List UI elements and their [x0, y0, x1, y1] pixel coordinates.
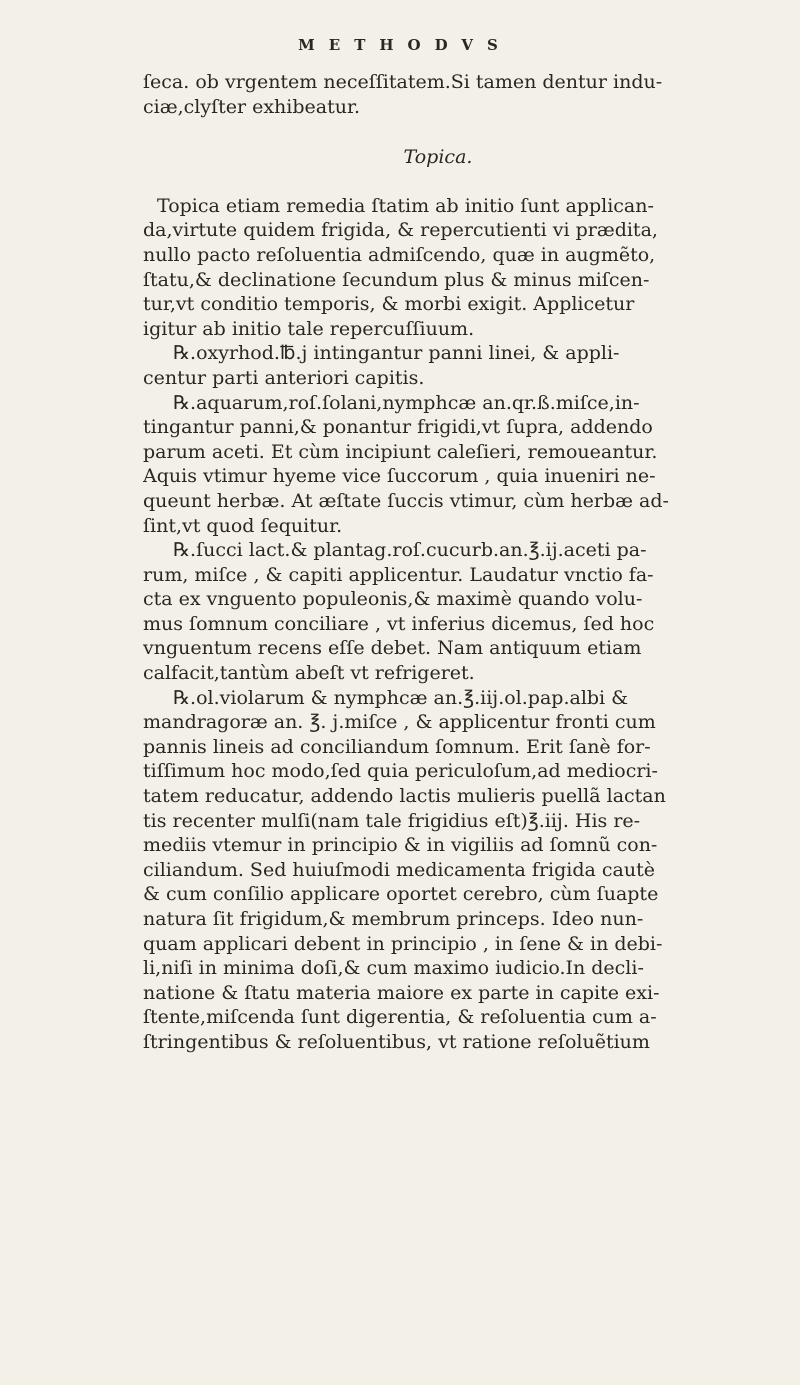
text-line: rum, miſce , & capiti applicentur. Laudatur vnctio fa-	[143, 563, 654, 586]
section-heading: Topica.	[403, 146, 473, 169]
text-line: da,virtute quidem frigida, & repercutienti vi prædita,	[143, 219, 658, 242]
text-line: mus ſomnum conciliare , vt inferius dicemus, ſed hoc	[143, 612, 655, 635]
text-line: ciliandum. Sed huiuſmodi medicamenta frigida cautè	[143, 858, 655, 881]
text-line: igitur ab initio tale repercuſſiuum.	[143, 317, 475, 340]
text-line: mandragoræ an. ℥. j.miſce , & applicentur fronti cum	[143, 711, 656, 734]
text-line: Topica etiam remedia ſtatim ab initio ſunt applican-	[157, 194, 654, 217]
running-head: METHODVS	[298, 36, 512, 54]
text-line: nullo pacto reſoluentia admiſcendo, quæ in augmẽto,	[143, 243, 656, 266]
text-block	[143, 70, 793, 1055]
text-line: cta ex vnguento populeonis,& maximè quando volu-	[143, 588, 643, 611]
text-line: li,niſi in minima doſi,& cum maximo iudicio.In decli-	[143, 957, 644, 980]
text-line: ℞.ſucci lact.& plantag.roſ.cucurb.an.℥.ij.aceti pa-	[173, 539, 647, 562]
text-line: Aquis vtimur hyeme vice ſuccorum , quia inueniri ne-	[143, 465, 656, 488]
text-line: ℞.ol.violarum & nymphcæ an.℥.iij.ol.pap.albi &	[173, 686, 629, 709]
text-line: centur parti anteriori capitis.	[143, 366, 425, 389]
text-line: ciæ,clyſter exhibeatur.	[143, 95, 361, 118]
text-line: mediis vtemur in principio & in vigiliis ad ſomnũ con-	[143, 834, 658, 857]
text-line: & cum conſilio applicare oportet cerebro, cùm ſuapte	[143, 883, 659, 906]
text-line: pannis lineis ad conciliandum ſomnum. Erit ſanè for-	[143, 735, 651, 758]
body-lines	[143, 194, 793, 1055]
intro-lines	[143, 70, 793, 119]
text-line: ℞.oxyrhod.℔.j intingantur panni linei, & appli-	[173, 342, 620, 365]
text-line: quam applicari debent in principio , in ſene & in debi-	[143, 932, 663, 955]
text-line: ſeca. ob vrgentem neceſſitatem.Si tamen dentur indu-	[143, 71, 663, 93]
text-line: queunt herbæ. At æſtate ſuccis vtimur, cùm herbæ ad-	[143, 489, 669, 512]
text-line: tatem reducatur, addendo lactis mulieris puellã lactan	[143, 785, 666, 808]
text-line: ℞.aquarum,roſ.ſolani,nymphcæ an.qr.ß.miſce,in-	[173, 391, 640, 414]
text-line: ſint,vt quod ſequitur.	[143, 514, 343, 537]
text-line: tis recenter mulſi(nam tale frigidius eſt)℥.iij. His re-	[143, 809, 641, 832]
text-line: calfacit,tantùm abeſt vt refrigeret.	[143, 662, 475, 685]
text-line: natione & ſtatu materia maiore ex parte in capite exi-	[143, 981, 660, 1004]
text-line: natura ſit frigidum,& membrum princeps. Ideo nun-	[143, 908, 644, 930]
text-line: tur,vt conditio temporis, & morbi exigit. Applicetur	[143, 293, 635, 316]
text-line: ſtringentibus & reſoluentibus, vt ratione reſoluẽtium	[143, 1030, 650, 1053]
text-line: ſtente,miſcenda ſunt digerentia, & reſoluentia cum a-	[143, 1006, 657, 1029]
text-line: parum aceti. Et cùm incipiunt caleſieri, remoueantur.	[143, 440, 658, 463]
text-line: vnguentum recens eſſe debet. Nam antiquum etiam	[143, 637, 642, 660]
text-line: tingantur panni,& ponantur frigidi,vt ſupra, addendo	[143, 416, 653, 439]
text-line: tiſſimum hoc modo,ſed quia periculoſum,ad mediocri-	[143, 760, 658, 783]
text-line: ſtatu,& declinatione ſecundum plus & minus miſcen-	[143, 268, 650, 291]
